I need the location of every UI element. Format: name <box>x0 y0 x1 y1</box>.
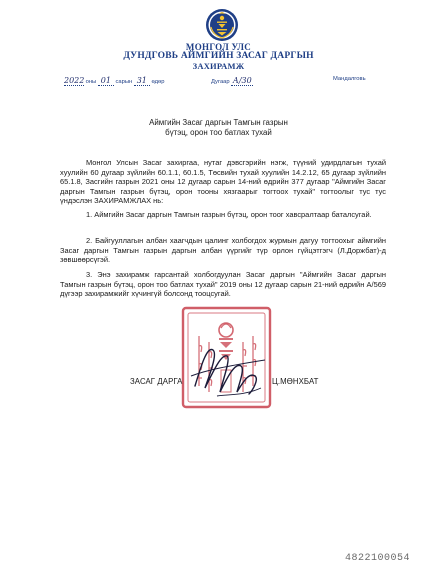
handwritten-signature <box>187 336 269 406</box>
body-item-3 <box>60 270 386 299</box>
signatory-title: ЗАСАГ ДАРГА <box>130 377 183 386</box>
body-item-1 <box>60 210 386 220</box>
doc-title-line1: Аймгийн Засаг даргын Тамгын газрын <box>149 118 288 127</box>
header-organization: ДУНДГОВЬ АЙМГИЙН ЗАСАГ ДАРГЫН <box>123 51 314 61</box>
number-group <box>211 76 253 86</box>
signatory-name: Ц.МӨНХБАТ <box>272 377 319 386</box>
header-doc-kind: ЗАХИРАМЖ <box>192 61 245 71</box>
header-country: МОНГОЛ УЛС <box>185 42 252 52</box>
date-year: 2022 <box>64 76 85 85</box>
item-3-text: 3. Энэ захирамж гарсантай холбогдуулан Засаг даргын "Аймгийн Засаг даргын Тамгын газрын бүтэц, орон тоо батлах тухай" 2019 оны 12 дугаар сарын 21-ний өдрийн А/569 дүгээр захирамжийг хүчингүй болсонд тооцсугай. <box>60 270 386 299</box>
serial-number: 4822100054 <box>345 553 411 564</box>
date-day-label: өдөр <box>151 79 165 85</box>
doc-title-line2: бүтэц, орон тоо батлах тухай <box>165 128 272 137</box>
item-1-text: 1. Аймгийн Засаг даргын Тамгын газрын бүтэц, орон тоог хавсралтаар баталсугай. <box>86 210 372 219</box>
body-preamble <box>60 158 386 206</box>
state-emblem-icon <box>205 8 239 42</box>
preamble-text: Монгол Улсын Засаг захиргаа, нутаг дэвсгэрийн нэгж, түүний удирдлагын тухай хуулийн 60 дугаар зүйлийн 60.1.1, 60.1.5, Төсвийн тухай хуулийн 14.2.12, 65 дугаар зүйлийн 65.1.8, Засгийн газрын 2021 оны 12 дугаар сарын 14-ний өдрийн 377 дугаар "Аймгийн Засаг даргын Тамгын газрын бүтэц, орон тооны хязгаарыг тогтоох тухай" тогтоолыг тус тус үндэслэн ЗАХИРАМЖЛАХ нь: <box>60 158 386 206</box>
place-name: Мандалговь <box>333 76 366 82</box>
date-month: 01 <box>98 76 114 86</box>
body-item-2 <box>60 236 386 265</box>
doc-number: А/30 <box>232 76 252 85</box>
date-day: 31 <box>134 76 150 86</box>
date-month-label: сарын <box>115 79 133 85</box>
date-year-label: оны <box>85 79 97 85</box>
date-group <box>64 76 165 86</box>
number-label: Дугаар <box>211 79 230 85</box>
item-2-text: 2. Байгууллагын албан хаагчдын цалинг холбогдох журмын дагуу тогтоохыг аймгийн Засаг даргын Тамгын газрын даргын албан үүргийг түр орлон гүйцэтгэгч (Л.Доржбат)-д зөвшөөрсүгэй. <box>60 236 386 265</box>
